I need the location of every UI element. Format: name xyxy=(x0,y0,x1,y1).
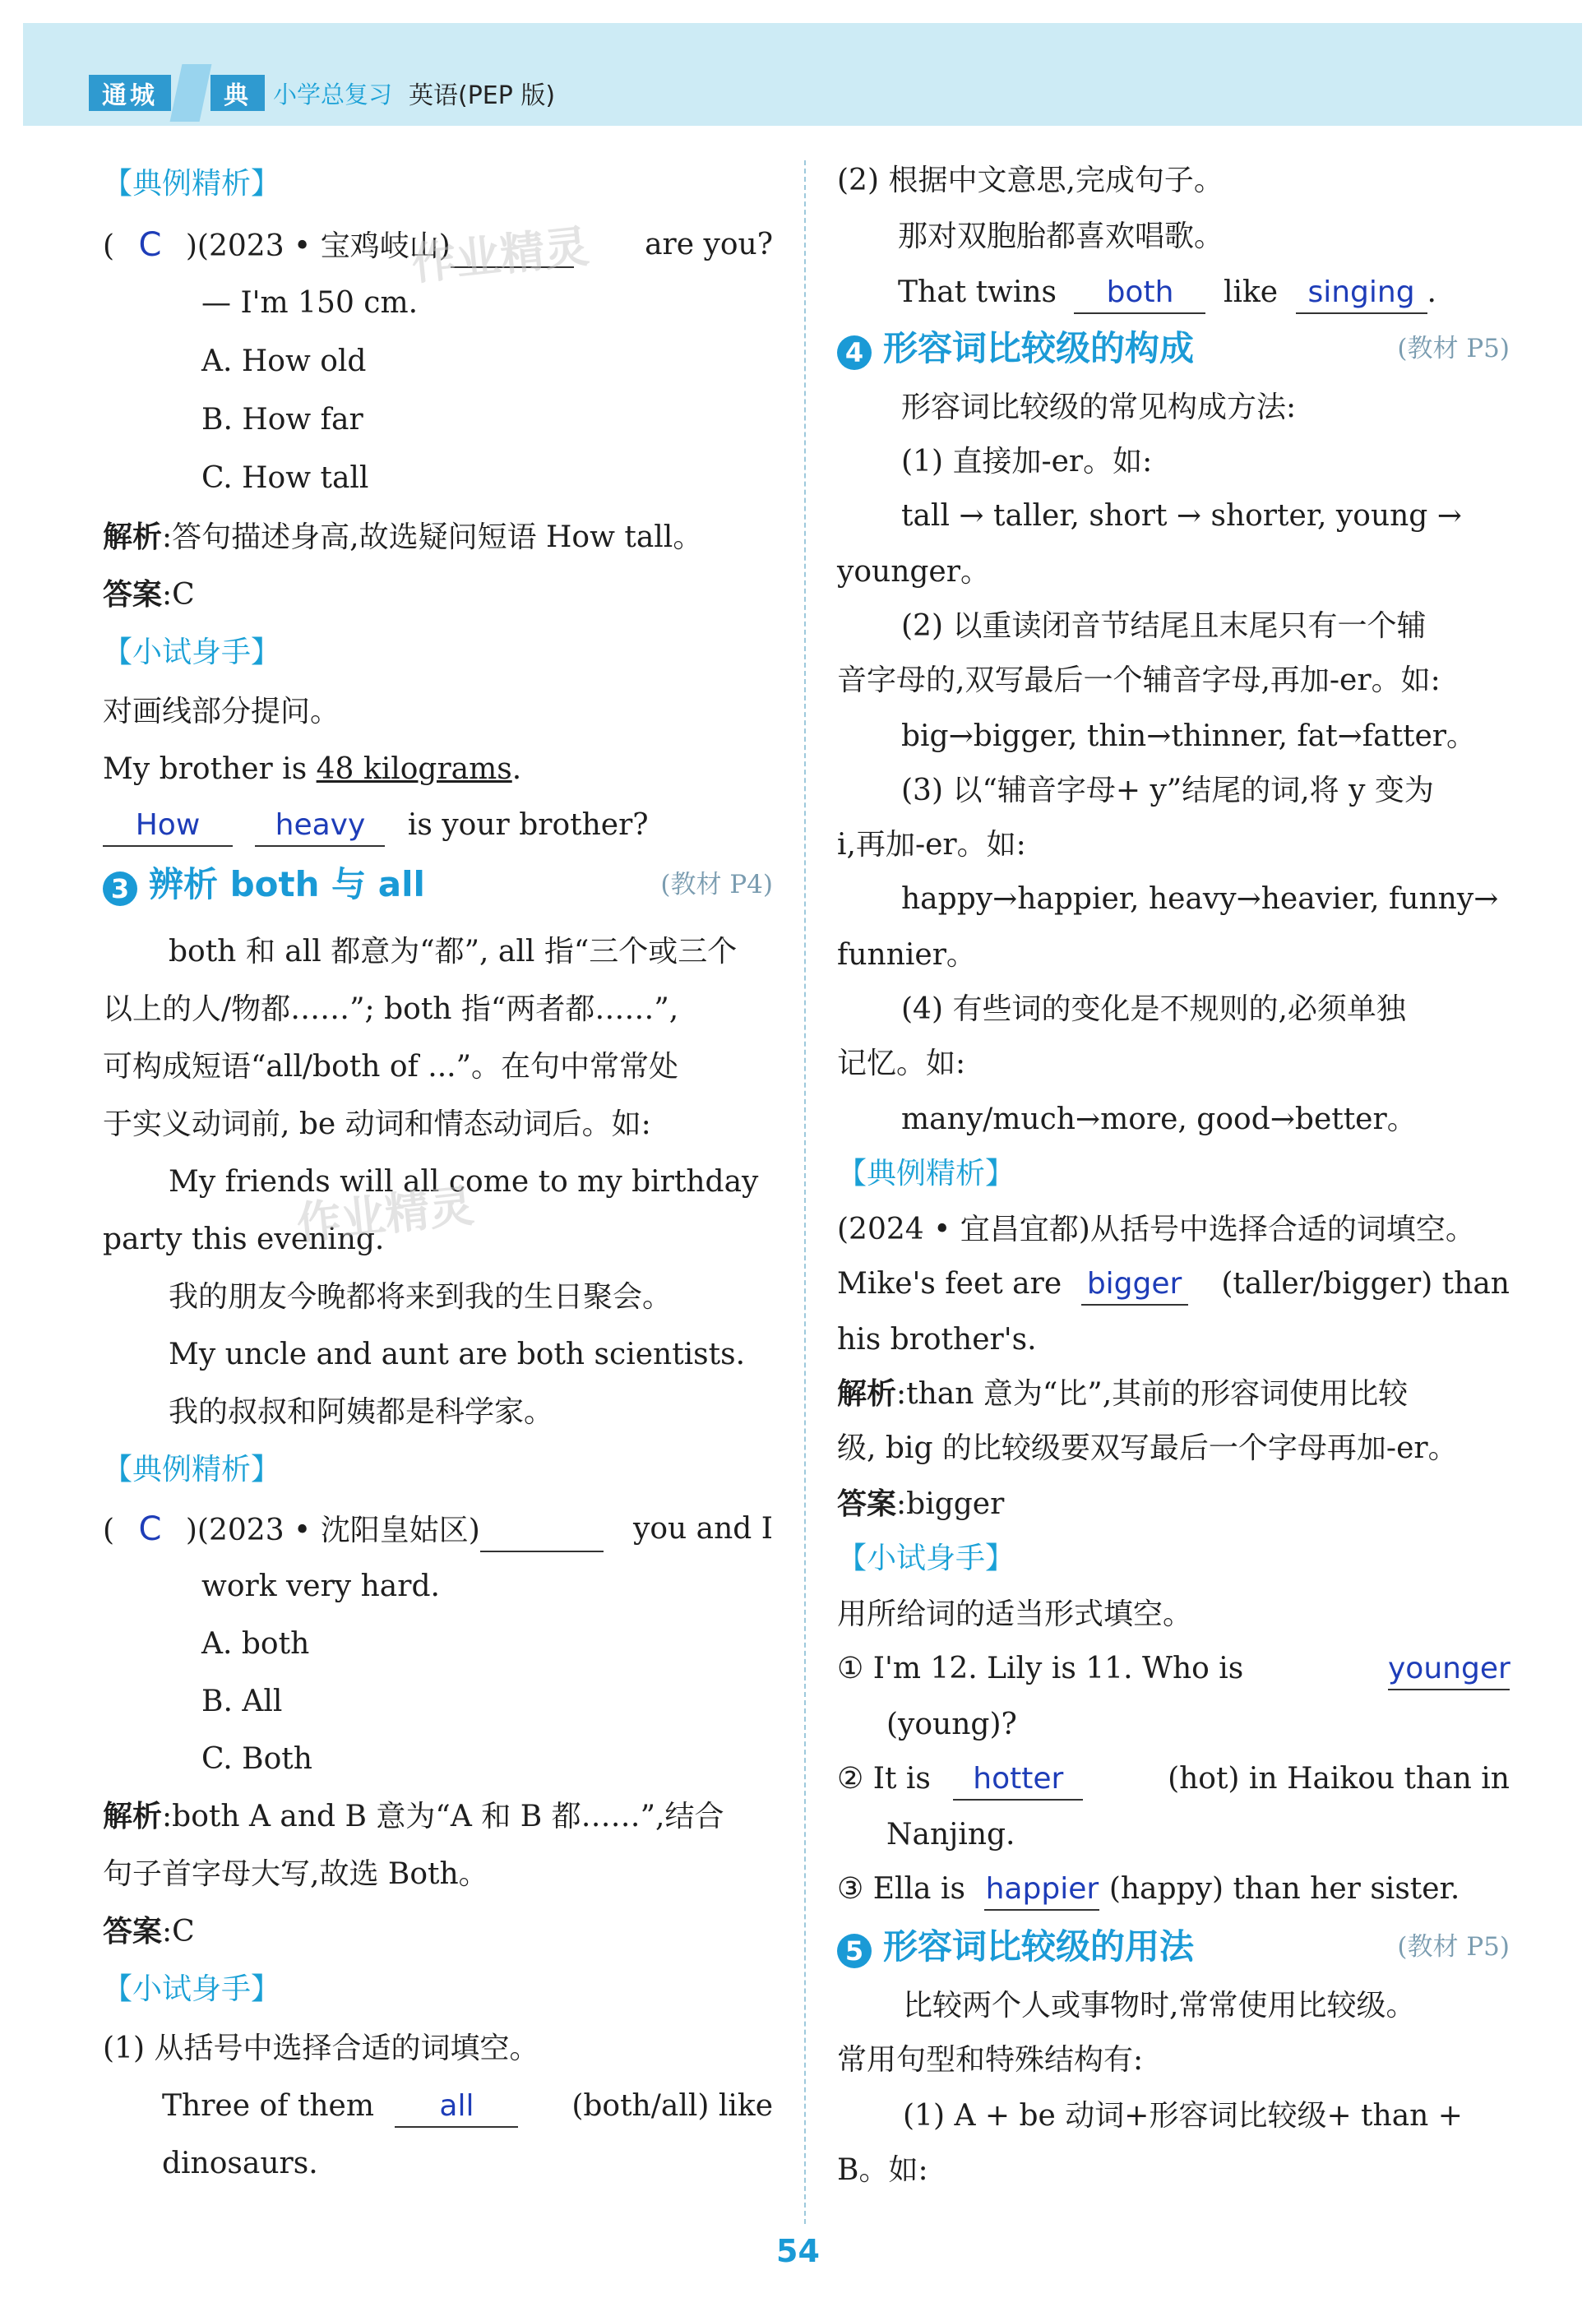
example-question: Mike's feet are bigger (taller/bigger) than xyxy=(837,1264,1510,1306)
option-b: B. How far xyxy=(201,403,363,437)
paragraph-line: both 和 all 都意为“都”, all 指“三个或三个 xyxy=(169,935,738,969)
paragraph-line: B。如: xyxy=(837,2153,928,2187)
rule-line: i,再加-er。如: xyxy=(837,828,1026,862)
practice-item-2: ② It is hotter (hot) in Haikou than in xyxy=(837,1759,1510,1801)
example-sentence: My friends will all come to my birthday xyxy=(169,1165,759,1199)
analysis: 解析:答句描述身高,故选疑问短语 How tall。 xyxy=(103,520,703,554)
answer-line: 答案:bigger xyxy=(837,1487,1005,1521)
chinese-prompt: 那对双胞胎都喜欢唱歌。 xyxy=(898,220,1224,253)
practice-instruction: 对画线部分提问。 xyxy=(103,695,340,728)
paragraph-line: 比较两个人或事物时,常常使用比较级。 xyxy=(903,1989,1416,2023)
section-3-heading: 3 辨析 both 与 all (教材 P4) xyxy=(103,865,773,907)
textbook-ref: (教材 P4) xyxy=(660,870,773,899)
question-line: work very hard. xyxy=(201,1570,440,1603)
example-sentence: My uncle and aunt are both scientists. xyxy=(169,1338,746,1371)
practice-item-2-cont: Nanjing. xyxy=(886,1818,1015,1852)
section-number-icon: 5 xyxy=(837,1934,872,1968)
rule-example: big→bigger, thin→thinner, fat→fatter。 xyxy=(901,719,1477,753)
subject-title: 英语(PEP 版) xyxy=(409,81,556,110)
example-translation: 我的朋友今晚都将来到我的生日聚会。 xyxy=(169,1280,673,1314)
practice-instruction: 用所给词的适当形式填空。 xyxy=(837,1597,1193,1631)
rule-example: tall → taller, short → shorter, young → xyxy=(901,499,1462,533)
page-number: 54 xyxy=(776,2233,820,2269)
series-title: 小学总复习 xyxy=(273,80,393,109)
example-question-cont: his brother's. xyxy=(837,1323,1037,1357)
practice-tag: 【小试身手】 xyxy=(103,1972,281,2006)
rule-line: 音字母的,双写最后一个辅音字母,再加-er。如: xyxy=(837,663,1441,697)
answer-blank: singing xyxy=(1296,273,1427,314)
brand xyxy=(89,64,555,122)
practice-instruction: (2) 根据中文意思,完成句子。 xyxy=(837,164,1224,197)
analysis-cont: 句子首字母大写,故选 Both。 xyxy=(103,1857,488,1891)
answer-line: 答案:C xyxy=(103,1915,195,1949)
answer-mark: C xyxy=(138,226,162,264)
option-c: C. Both xyxy=(201,1742,312,1776)
answer-blank: hotter xyxy=(953,1759,1083,1801)
rule-line: (2) 以重读闭音节结尾且末尾只有一个辅 xyxy=(901,609,1427,643)
paragraph-line: 常用句型和特殊结构有: xyxy=(837,2043,1144,2077)
option-c: C. How tall xyxy=(201,461,369,495)
paragraph-line: 于实义动词前, be 动词和情态动词后。如: xyxy=(103,1107,651,1141)
answer-blank: younger xyxy=(1388,1649,1510,1690)
practice-tag: 【小试身手】 xyxy=(103,636,281,669)
paragraph-line: 形容词比较级的常见构成方法: xyxy=(901,391,1297,424)
practice-tag: 【小试身手】 xyxy=(837,1542,1015,1575)
example-tag: 【典例精析】 xyxy=(103,167,281,201)
example-translation: 我的叔叔和阿姨都是科学家。 xyxy=(169,1395,554,1429)
rule-example-cont: funnier。 xyxy=(837,938,976,972)
answer-blank: heavy xyxy=(255,806,385,847)
rule-line: (4) 有些词的变化是不规则的,必须单独 xyxy=(901,992,1406,1026)
rule-line: (1) 直接加-er。如: xyxy=(901,445,1153,479)
reply-line: — I'm 150 cm. xyxy=(201,286,419,320)
section-5-heading: 5 形容词比较级的用法 (教材 P5) xyxy=(837,1927,1510,1969)
option-a: A. both xyxy=(201,1627,310,1661)
example-sentence: party this evening. xyxy=(103,1223,385,1256)
rule-example-cont: younger。 xyxy=(837,555,990,589)
book-icon xyxy=(170,64,212,122)
answer-blank: both xyxy=(1074,273,1205,314)
paragraph-line: 以上的人/物都……”; both 指“两者都……”, xyxy=(103,992,679,1026)
practice-answer-line: How heavy is your brother? xyxy=(103,806,649,847)
practice-sentence: My brother is 48 kilograms. xyxy=(103,752,522,786)
answer-blank: all xyxy=(395,2087,518,2128)
rule-line: 记忆。如: xyxy=(837,1047,966,1080)
brand-main: 通城 xyxy=(89,75,171,111)
rule-line: (3) 以“辅音字母+ y”结尾的词,将 y 变为 xyxy=(901,774,1434,807)
textbook-ref: (教材 P5) xyxy=(1397,1932,1510,1962)
textbook-ref: (教材 P5) xyxy=(1397,334,1510,363)
analysis-cont: 级, big 的比较级要双写最后一个字母再加-er。 xyxy=(837,1431,1458,1465)
practice-sentence: Three of them all (both/all) like xyxy=(162,2087,773,2128)
option-a: A. How old xyxy=(201,344,367,378)
practice-item-1-cont: (young)? xyxy=(886,1708,1017,1741)
option-b: B. All xyxy=(201,1685,283,1718)
analysis: 解析:both A and B 意为“A 和 B 都……”,结合 xyxy=(103,1800,724,1833)
answer-blank: How xyxy=(103,806,233,847)
paragraph-line: 可构成短语“all/both of ...”。在句中常常处 xyxy=(103,1050,679,1084)
practice-instruction: (1) 从括号中选择合适的词填空。 xyxy=(103,2032,539,2065)
example-source: (2024 • 宜昌宜都)从括号中选择合适的词填空。 xyxy=(837,1213,1475,1246)
practice-item-3: ③ Ella is happier (happy) than her sister. xyxy=(837,1870,1460,1911)
watermark: 作业精灵 xyxy=(409,220,592,291)
practice-item-1: ① I'm 12. Lily is 11. Who is younger xyxy=(837,1649,1510,1689)
analysis: 解析:than 意为“比”,其前的形容词使用比较 xyxy=(837,1377,1409,1411)
example-tag: 【典例精析】 xyxy=(103,1453,281,1486)
rule-example: happy→happier, heavy→heavier, funny→ xyxy=(901,882,1499,916)
example-question: ( C )(2023 • 宝鸡岐山) are you? xyxy=(103,225,773,268)
rule-example: many/much→more, good→better。 xyxy=(901,1103,1417,1136)
watermark: 作业精灵 xyxy=(294,1179,477,1251)
answer-blank xyxy=(480,1511,604,1552)
column-divider xyxy=(804,160,806,2224)
practice-sentence: That twins both like singing . xyxy=(898,273,1436,314)
example-tag: 【典例精析】 xyxy=(837,1157,1015,1190)
answer-line: 答案:C xyxy=(103,578,195,612)
section-number-icon: 4 xyxy=(837,335,872,370)
section-number-icon: 3 xyxy=(103,871,137,906)
answer-blank: bigger xyxy=(1081,1264,1188,1306)
practice-sentence-cont: dinosaurs. xyxy=(162,2147,318,2180)
example-question: ( C )(2023 • 沈阳皇姑区) you and I xyxy=(103,1509,773,1552)
brand-char: 典 xyxy=(210,75,265,111)
paragraph-line: (1) A + be 动词+形容词比较级+ than + xyxy=(903,2099,1463,2133)
section-4-heading: 4 形容词比较级的构成 (教材 P5) xyxy=(837,329,1510,371)
answer-blank: happier xyxy=(984,1870,1099,1911)
answer-mark: C xyxy=(138,1510,162,1548)
